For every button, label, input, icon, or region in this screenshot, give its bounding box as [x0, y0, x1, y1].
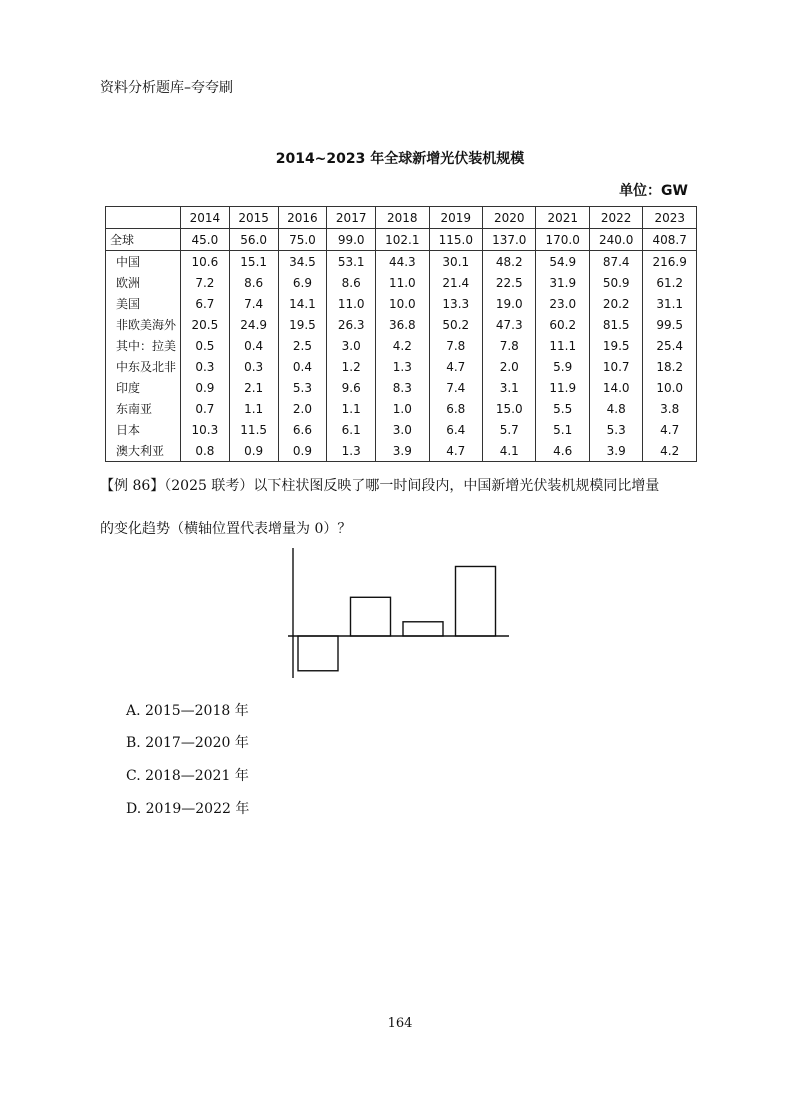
- table-row: [106, 229, 697, 251]
- row-label-cell: 日本: [106, 419, 181, 440]
- year-header-cell: 2015: [229, 207, 278, 229]
- table-row: [106, 440, 697, 462]
- value-cell: 75.0: [278, 229, 327, 251]
- value-cell: 20.2: [589, 293, 642, 314]
- value-cell: 5.3: [589, 419, 642, 440]
- value-cell: 19.5: [278, 314, 327, 335]
- question-line-1: 【例 86】（2025 联考）以下柱状图反映了哪一时间段内，中国新增光伏装机规模同比增量: [100, 478, 660, 494]
- value-cell: 1.1: [229, 398, 278, 419]
- value-cell: 25.4: [643, 335, 697, 356]
- table-row: [106, 251, 697, 273]
- value-cell: 15.1: [229, 251, 278, 273]
- pv-capacity-table: [105, 206, 697, 462]
- value-cell: 18.2: [643, 356, 697, 377]
- value-cell: 216.9: [643, 251, 697, 273]
- value-cell: 4.2: [643, 440, 697, 462]
- table-row: [106, 419, 697, 440]
- value-cell: 30.1: [429, 251, 482, 273]
- option-a[interactable]: A. 2015—2018 年: [126, 703, 249, 719]
- value-cell: 4.8: [589, 398, 642, 419]
- value-cell: 81.5: [589, 314, 642, 335]
- value-cell: 36.8: [376, 314, 429, 335]
- value-cell: 240.0: [589, 229, 642, 251]
- table-row: [106, 293, 697, 314]
- option-d[interactable]: D. 2019—2022 年: [126, 801, 250, 817]
- value-cell: 8.6: [229, 272, 278, 293]
- table-header-row: [106, 207, 697, 229]
- value-cell: 6.1: [327, 419, 376, 440]
- value-cell: 50.2: [429, 314, 482, 335]
- bar-1: [298, 636, 338, 671]
- value-cell: 7.4: [229, 293, 278, 314]
- value-cell: 0.9: [229, 440, 278, 462]
- question-line-2: 的变化趋势（横轴位置代表增量为 0）？: [100, 521, 352, 537]
- value-cell: 8.3: [376, 377, 429, 398]
- value-cell: 61.2: [643, 272, 697, 293]
- value-cell: 11.1: [536, 335, 589, 356]
- value-cell: 21.4: [429, 272, 482, 293]
- table-row: [106, 272, 697, 293]
- table-title: 2014~2023 年全球新增光伏装机规模: [275, 151, 525, 167]
- value-cell: 10.7: [589, 356, 642, 377]
- value-cell: 11.0: [376, 272, 429, 293]
- row-label-cell: 中国: [106, 251, 181, 273]
- page-number: 164: [387, 1016, 413, 1031]
- value-cell: 2.1: [229, 377, 278, 398]
- value-cell: 3.8: [643, 398, 697, 419]
- value-cell: 0.5: [181, 335, 230, 356]
- value-cell: 5.1: [536, 419, 589, 440]
- value-cell: 53.1: [327, 251, 376, 273]
- value-cell: 4.7: [429, 356, 482, 377]
- value-cell: 6.7: [181, 293, 230, 314]
- value-cell: 0.3: [229, 356, 278, 377]
- value-cell: 4.2: [376, 335, 429, 356]
- table-row: [106, 377, 697, 398]
- value-cell: 48.2: [483, 251, 536, 273]
- value-cell: 3.0: [376, 419, 429, 440]
- row-label-cell: 其中：拉美: [106, 335, 181, 356]
- value-cell: 14.0: [589, 377, 642, 398]
- value-cell: 11.5: [229, 419, 278, 440]
- value-cell: 1.2: [327, 356, 376, 377]
- value-cell: 0.9: [181, 377, 230, 398]
- value-cell: 10.6: [181, 251, 230, 273]
- year-header-cell: 2016: [278, 207, 327, 229]
- value-cell: 13.3: [429, 293, 482, 314]
- value-cell: 1.1: [327, 398, 376, 419]
- value-cell: 8.6: [327, 272, 376, 293]
- value-cell: 31.1: [643, 293, 697, 314]
- value-cell: 19.5: [589, 335, 642, 356]
- value-cell: 2.5: [278, 335, 327, 356]
- value-cell: 4.7: [429, 440, 482, 462]
- bar-4: [456, 566, 496, 636]
- year-header-cell: 2014: [181, 207, 230, 229]
- value-cell: 115.0: [429, 229, 482, 251]
- value-cell: 2.0: [278, 398, 327, 419]
- value-cell: 137.0: [483, 229, 536, 251]
- year-header-cell: 2017: [327, 207, 376, 229]
- value-cell: 408.7: [643, 229, 697, 251]
- value-cell: 44.3: [376, 251, 429, 273]
- value-cell: 20.5: [181, 314, 230, 335]
- value-cell: 0.3: [181, 356, 230, 377]
- bar-3: [403, 622, 443, 636]
- year-header-cell: 2021: [536, 207, 589, 229]
- value-cell: 14.1: [278, 293, 327, 314]
- value-cell: 6.8: [429, 398, 482, 419]
- value-cell: 102.1: [376, 229, 429, 251]
- value-cell: 5.5: [536, 398, 589, 419]
- row-label-cell: 澳大利亚: [106, 440, 181, 462]
- value-cell: 6.4: [429, 419, 482, 440]
- value-cell: 0.4: [229, 335, 278, 356]
- row-label-cell: 美国: [106, 293, 181, 314]
- value-cell: 47.3: [483, 314, 536, 335]
- value-cell: 3.0: [327, 335, 376, 356]
- value-cell: 7.2: [181, 272, 230, 293]
- value-cell: 22.5: [483, 272, 536, 293]
- increment-bar-chart: [286, 544, 516, 684]
- value-cell: 3.9: [589, 440, 642, 462]
- option-b[interactable]: B. 2017—2020 年: [126, 735, 249, 751]
- table-row: [106, 335, 697, 356]
- value-cell: 4.1: [483, 440, 536, 462]
- value-cell: 3.9: [376, 440, 429, 462]
- table-row: [106, 356, 697, 377]
- row-label-cell: 中东及北非: [106, 356, 181, 377]
- value-cell: 50.9: [589, 272, 642, 293]
- value-cell: 56.0: [229, 229, 278, 251]
- table-row: [106, 314, 697, 335]
- value-cell: 11.9: [536, 377, 589, 398]
- year-header-cell: 2022: [589, 207, 642, 229]
- value-cell: 170.0: [536, 229, 589, 251]
- value-cell: 5.9: [536, 356, 589, 377]
- value-cell: 45.0: [181, 229, 230, 251]
- value-cell: 5.7: [483, 419, 536, 440]
- value-cell: 7.8: [483, 335, 536, 356]
- table-unit: 单位：GW: [619, 183, 688, 199]
- value-cell: 1.0: [376, 398, 429, 419]
- bar-2: [351, 597, 391, 636]
- value-cell: 31.9: [536, 272, 589, 293]
- row-label-cell: 欧洲: [106, 272, 181, 293]
- value-cell: 6.9: [278, 272, 327, 293]
- value-cell: 23.0: [536, 293, 589, 314]
- value-cell: 7.4: [429, 377, 482, 398]
- option-c[interactable]: C. 2018—2021 年: [126, 768, 249, 784]
- year-header-cell: 2023: [643, 207, 697, 229]
- value-cell: 15.0: [483, 398, 536, 419]
- value-cell: 4.7: [643, 419, 697, 440]
- value-cell: 0.9: [278, 440, 327, 462]
- value-cell: 0.8: [181, 440, 230, 462]
- row-label-cell: 东南亚: [106, 398, 181, 419]
- value-cell: 34.5: [278, 251, 327, 273]
- row-label-cell: 非欧美海外: [106, 314, 181, 335]
- value-cell: 10.3: [181, 419, 230, 440]
- value-cell: 5.3: [278, 377, 327, 398]
- value-cell: 11.0: [327, 293, 376, 314]
- value-cell: 99.5: [643, 314, 697, 335]
- value-cell: 10.0: [643, 377, 697, 398]
- year-header-cell: 2019: [429, 207, 482, 229]
- value-cell: 0.7: [181, 398, 230, 419]
- value-cell: 2.0: [483, 356, 536, 377]
- value-cell: 6.6: [278, 419, 327, 440]
- value-cell: 99.0: [327, 229, 376, 251]
- value-cell: 9.6: [327, 377, 376, 398]
- year-header-cell: 2020: [483, 207, 536, 229]
- value-cell: 4.6: [536, 440, 589, 462]
- year-header-cell: 2018: [376, 207, 429, 229]
- value-cell: 87.4: [589, 251, 642, 273]
- value-cell: 0.4: [278, 356, 327, 377]
- value-cell: 1.3: [327, 440, 376, 462]
- value-cell: 1.3: [376, 356, 429, 377]
- table-corner-cell: [106, 207, 181, 229]
- row-label-cell: 全球: [106, 229, 181, 251]
- row-label-cell: 印度: [106, 377, 181, 398]
- value-cell: 7.8: [429, 335, 482, 356]
- value-cell: 19.0: [483, 293, 536, 314]
- value-cell: 54.9: [536, 251, 589, 273]
- value-cell: 24.9: [229, 314, 278, 335]
- table-row: [106, 398, 697, 419]
- value-cell: 26.3: [327, 314, 376, 335]
- page-header: 资料分析题库–夸夸刷: [100, 80, 233, 96]
- value-cell: 10.0: [376, 293, 429, 314]
- value-cell: 60.2: [536, 314, 589, 335]
- value-cell: 3.1: [483, 377, 536, 398]
